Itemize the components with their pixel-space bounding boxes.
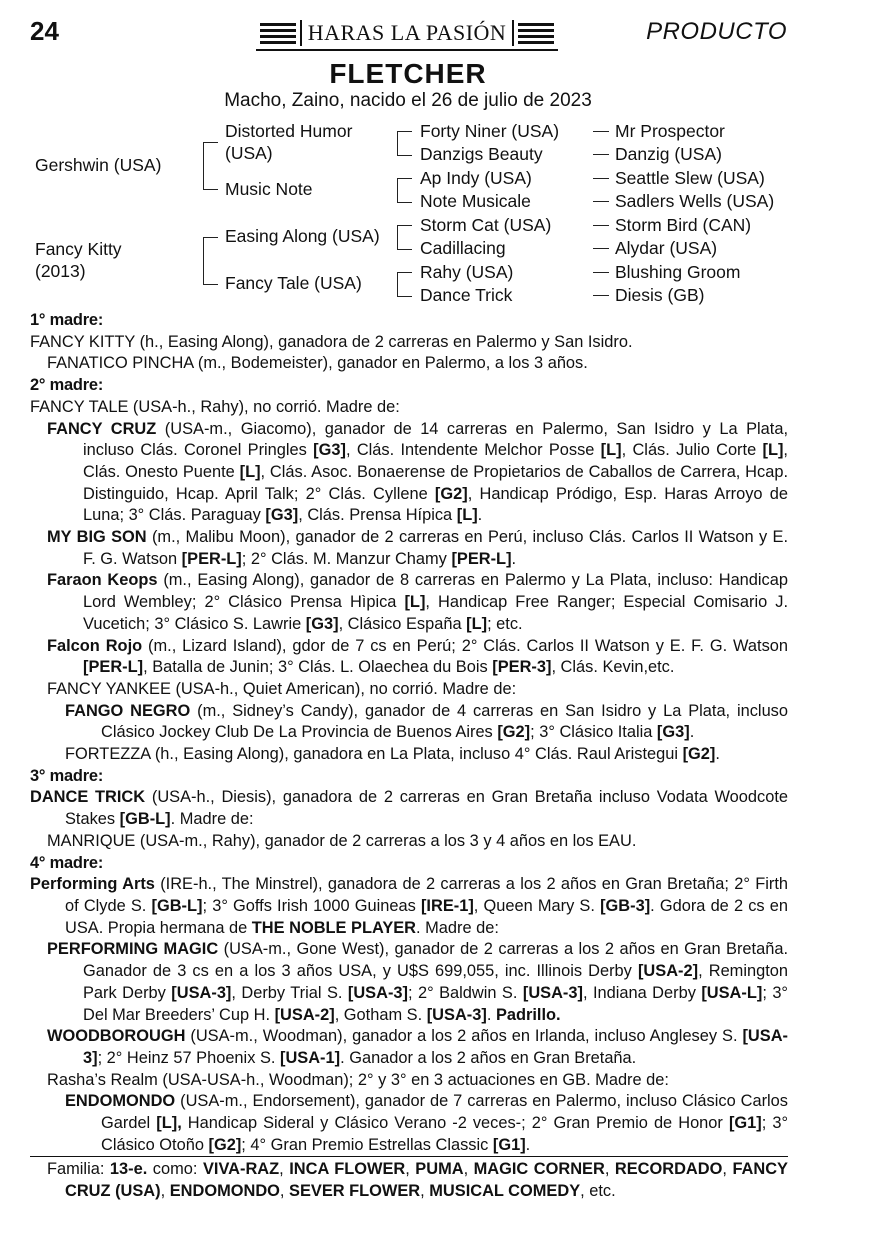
dash-1 bbox=[593, 131, 609, 132]
gg-6: Cadillacing bbox=[420, 238, 506, 258]
dash-2 bbox=[593, 154, 609, 155]
section-label: PRODUCTO bbox=[646, 18, 787, 45]
family-record bbox=[30, 310, 788, 1203]
dash-7 bbox=[593, 272, 609, 273]
sire-bracket bbox=[203, 142, 218, 190]
brand-name: HARAS LA PASIÓN bbox=[300, 20, 515, 46]
dash-8 bbox=[593, 295, 609, 296]
gg-8: Dance Trick bbox=[420, 285, 513, 305]
endomondo-entry: ENDOMONDO (USA-m., Endorsement), ganador de 7 carreras en Palermo, incluso Clásico Carlos Gardel [L], Handicap Sideral y Clásico Verano -2 veces-; 2° Gran Premio de Honor [G1]; 3° Clásico Otoño [G2]; 4° Gran Premio Estrellas Classic [G1]. bbox=[65, 1092, 789, 1154]
gg-3: Ap Indy (USA) bbox=[420, 168, 532, 188]
gg-7: Rahy (USA) bbox=[420, 262, 514, 282]
dam-name: Fancy Kitty bbox=[35, 239, 122, 259]
fango-negro-entry: FANGO NEGRO (m., Sidney’s Candy), ganador de 4 carreras en San Isidro y La Plata, incluso Clásico Jockey Club De La Provincia de Buenos Aires [G2]; 3° Clásico Italia [G3]. bbox=[65, 701, 788, 742]
sire: Gershwin (USA) bbox=[35, 155, 162, 175]
first-dam-heading: 1° madre: bbox=[30, 311, 104, 329]
ggg-6: Alydar (USA) bbox=[615, 238, 718, 258]
ggg-1: Mr Prospector bbox=[615, 121, 725, 141]
dash-5 bbox=[593, 225, 609, 226]
rashas-realm-entry: Rasha’s Realm (USA-USA-h., Woodman); 2° y 3° en 3 actuaciones en GB. Madre de: bbox=[47, 1070, 669, 1089]
dam-bracket bbox=[203, 237, 218, 285]
dash-4 bbox=[593, 201, 609, 202]
page-number: 24 bbox=[30, 16, 59, 46]
bracket-2 bbox=[397, 178, 412, 203]
manrique-entry: MANRIQUE (USA-m., Rahy), ganador de 2 carreras a los 3 y 4 años en los EAU. bbox=[47, 831, 637, 850]
horse-name: FLETCHER bbox=[329, 58, 487, 89]
dam-sire: Easing Along (USA) bbox=[225, 226, 380, 246]
horse-description: Macho, Zaino, nacido el 26 de julio de 2023 bbox=[224, 90, 592, 111]
ggg-5: Storm Bird (CAN) bbox=[615, 215, 752, 235]
gg-4: Note Musicale bbox=[420, 191, 531, 211]
gg-2: Danzigs Beauty bbox=[420, 144, 543, 164]
fourth-dam-heading: 4° madre: bbox=[30, 853, 104, 872]
bracket-1 bbox=[397, 131, 412, 156]
woodborough-entry: WOODBOROUGH (USA-m., Woodman), ganador a los 2 años en Irlanda, incluso Anglesey S. [USA-3]; 2° Heinz 57 Phoenix S. [USA-1]. Ganador a los 2 años en Gran Bretaña. bbox=[47, 1027, 788, 1067]
faraon-keops-entry: Faraon Keops (m., Easing Along), ganador de 8 carreras en Palermo y La Plata, incluso: Handicap Lord Wembley; 2° Clásico Prensa Hìpica [L], Handicap Free Ranger; Especial Comisario J. Vucetich; 3° Clásico S. Lawrie [G3], Clásico España [L]; etc. bbox=[47, 571, 788, 633]
gg-5: Storm Cat (USA) bbox=[420, 215, 552, 235]
second-dam: FANCY TALE (USA-h., Rahy), no corrió. Madre de: bbox=[30, 397, 400, 416]
sire-dam: Music Note bbox=[225, 179, 313, 199]
dash-3 bbox=[593, 178, 609, 179]
ggg-4: Sadlers Wells (USA) bbox=[615, 191, 775, 211]
sire-sire-line1: Distorted Humor bbox=[225, 121, 353, 141]
first-dam-product: FANATICO PINCHA (m., Bodemeister), ganador en Palermo, a los 3 años. bbox=[47, 354, 588, 373]
performing-magic-entry: PERFORMING MAGIC (USA-m., Gone West), ganador de 2 carreras a los 2 años en Gran Bretaña. Ganador de 3 cs en a los 3 años USA, y U$S 699,055, inc. Illinois Derby [USA-2], Remington Park Derby [USA-3], Derby Trial S. [USA-3]; 2° Baldwin S. [USA-3], Indiana Derby [USA-L]; 3° Del Mar Breeders’ Cup H. [USA-2], Gotham S. [USA-3]. Padrillo. bbox=[47, 940, 789, 1024]
bracket-4 bbox=[397, 272, 412, 297]
third-dam-heading: 3° madre: bbox=[30, 766, 104, 785]
first-dam: FANCY KITTY (h., Easing Along), ganadora de 2 carreras en Palermo y San Isidro. bbox=[30, 332, 633, 351]
ggg-3: Seattle Slew (USA) bbox=[615, 168, 765, 188]
sire-sire-line2: (USA) bbox=[225, 143, 273, 163]
fancy-cruz-entry: FANCY CRUZ (USA-m., Giacomo), ganador de 14 carreras en Palermo, San Isidro y La Plata, incluso Clás. Coronel Pringles [G3], Clás. Intendente Melchor Posse [L], Clás. Julio Corte [L], Clás. Onesto Puente [L], Clás. Asoc. Bonaerense de Propietarios de Caballos de Carrera, Hcap. Distinguido, Hcap. April Talk; 2° Clás. Cyllene [G2], Handicap Pródigo, Esp. Haras Arroyo de Luna; 3° Clás. Paraguay [G3], Clás. Prensa Hípica [L]. bbox=[47, 419, 788, 525]
dash-6 bbox=[593, 248, 609, 249]
familia-line: Familia: 13-e. como: VIVA-RAZ, INCA FLOWER, PUMA, MAGIC CORNER, RECORDADO, FANCY CRUZ (USA), ENDOMONDO, SEVER FLOWER, MUSICAL COMEDY, etc. bbox=[30, 1156, 788, 1202]
my-big-son-entry: MY BIG SON (m., Malibu Moon), ganador de 2 carreras en Perú, incluso Clás. Carlos II Watson y E. F. G. Watson [PER-L]; 2° Clás. M. Manzur Chamy [PER-L]. bbox=[47, 528, 788, 568]
brand-bars-left-icon bbox=[260, 23, 296, 44]
fancy-yankee-entry: FANCY YANKEE (USA-h., Quiet American), no corrió. Madre de: bbox=[47, 679, 517, 698]
fortezza-entry: FORTEZZA (h., Easing Along), ganadora en La Plata, incluso 4° Clás. Raul Aristegui [G2]. bbox=[65, 745, 720, 764]
dance-trick-entry: DANCE TRICK (USA-h., Diesis), ganadora de 2 carreras en Gran Bretaña incluso Vodata Woodcote Stakes [GB-L]. Madre de: bbox=[30, 788, 788, 829]
dam-dam: Fancy Tale (USA) bbox=[225, 273, 362, 293]
brand-logo bbox=[256, 16, 558, 50]
bracket-3 bbox=[397, 225, 412, 250]
ggg-2: Danzig (USA) bbox=[615, 144, 722, 164]
gg-1: Forty Niner (USA) bbox=[420, 121, 560, 141]
ggg-7: Blushing Groom bbox=[615, 262, 741, 282]
brand-underline bbox=[256, 49, 558, 51]
brand-bars-right-icon bbox=[518, 23, 554, 44]
dam-year: (2013) bbox=[35, 261, 86, 281]
performing-arts-entry: Performing Arts (IRE-h., The Minstrel), ganadora de 2 carreras a los 2 años en Gran Bretaña; 2° Firth of Clyde S. [GB-L]; 3° Goffs Irish 1000 Guineas [IRE-1], Queen Mary S. [GB-3]. Gdora de 2 cs en USA. Propia hermana de THE NOBLE PLAYER. Madre de: bbox=[30, 875, 788, 937]
second-dam-heading: 2° madre: bbox=[30, 376, 104, 395]
falcon-rojo-entry: Falcon Rojo (m., Lizard Island), gdor de 7 cs en Perú; 2° Clás. Carlos II Watson y E. F. G. Watson [PER-L], Batalla de Junin; 3° Clás. L. Olaechea du Bois [PER-3], Clás. Kevin,etc. bbox=[47, 636, 788, 677]
ggg-8: Diesis (GB) bbox=[615, 285, 705, 305]
